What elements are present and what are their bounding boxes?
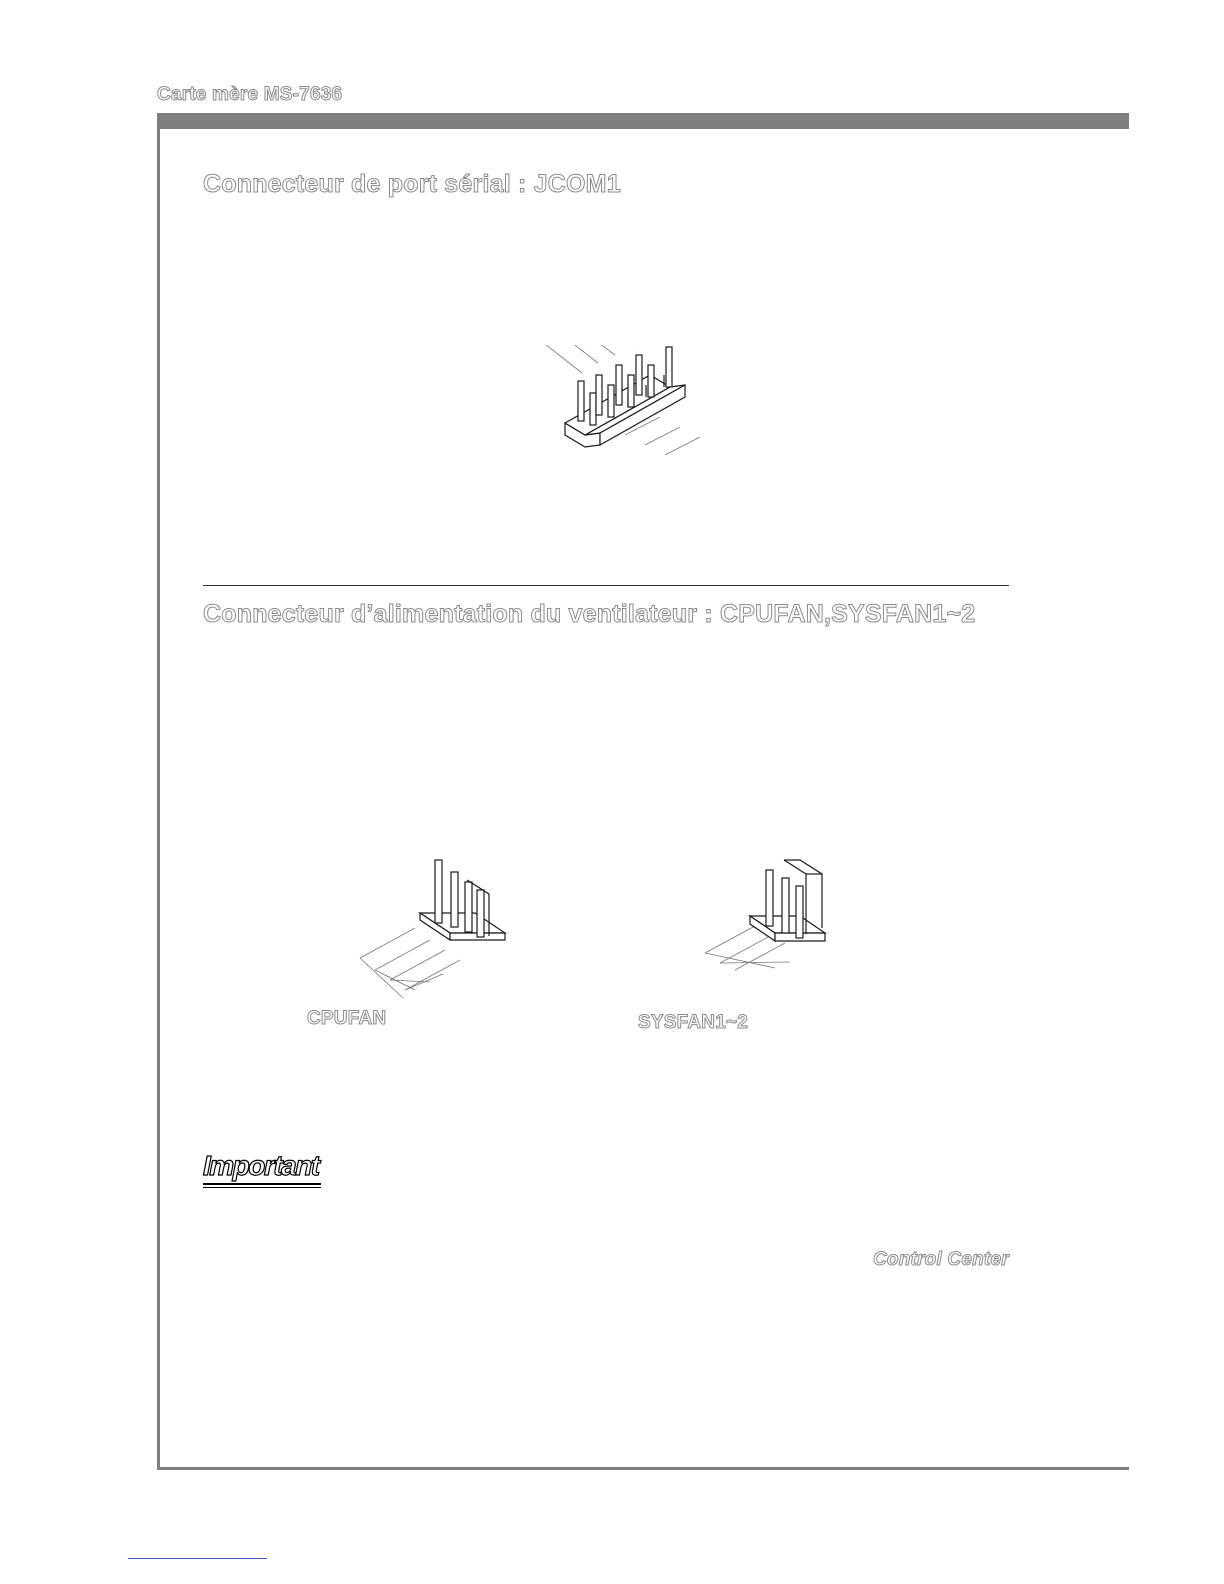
important-underline (203, 1183, 321, 1185)
control-center-text: Control Center (873, 1249, 1009, 1270)
running-header: Carte mère MS-7636 (157, 84, 343, 105)
section-title-fan: Connecteur d’alimentation du ventilateur : CPUFAN,SYSFAN1~2 (203, 600, 976, 628)
important-heading: Important (203, 1150, 319, 1181)
sysfan-label: SYSFAN1~2 (638, 1012, 749, 1033)
cpufan-pin-lines (360, 928, 460, 998)
cpufan-housing (420, 913, 505, 940)
cpufan-connector-diagram (355, 858, 515, 1003)
footer-link-underline[interactable] (128, 1558, 267, 1559)
section-divider (203, 585, 1009, 586)
jcom1-connector-diagram (540, 345, 710, 460)
header-bar (157, 113, 1129, 129)
bottom-rule (157, 1467, 1129, 1470)
important-underline-secondary (203, 1187, 321, 1188)
cpufan-label: CPUFAN (307, 1008, 387, 1029)
left-margin-rule (157, 113, 160, 1470)
section-title-jcom1: Connecteur de port sérial : JCOM1 (203, 170, 621, 198)
sysfan-connector-diagram (700, 858, 845, 973)
